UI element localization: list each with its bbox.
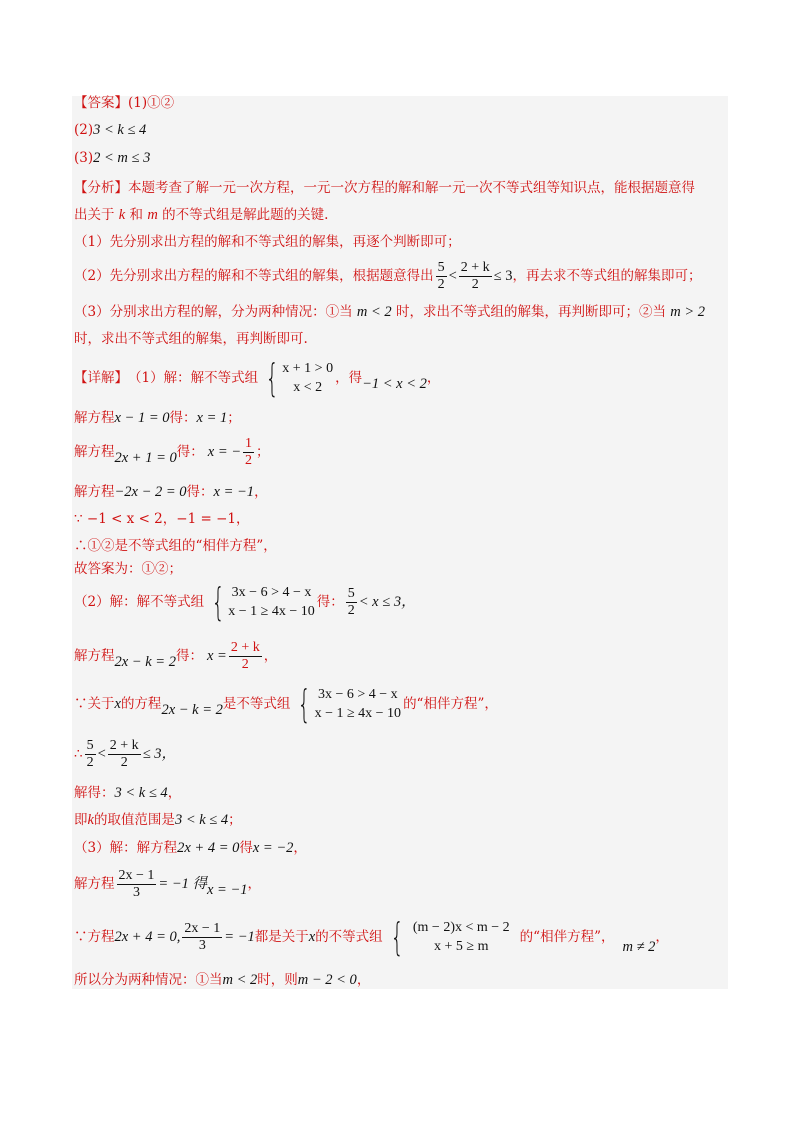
answer-part-1: (1)①②	[128, 95, 175, 111]
lt-sign-2: <	[97, 746, 106, 762]
eq-2-end: ；	[256, 444, 270, 460]
answer-part-3-math: 2 < m ≤ 3	[93, 150, 151, 166]
because-2d: 的“相伴方程”，	[403, 696, 498, 712]
detail-1a: （1）解：解不等式组	[128, 370, 259, 386]
cases-c: 时，则	[257, 972, 298, 988]
answer-part-3-num: (3)	[74, 150, 94, 166]
eq-2-label: 解方程	[74, 444, 115, 460]
detail-eq-6	[74, 864, 261, 904]
solve-2a: 解得：	[74, 785, 115, 801]
answer-part-2-math: 3 < k ≤ 4	[93, 122, 147, 138]
analysis-step-3	[74, 302, 705, 322]
detail-2-solution: < x ≤ 3，	[358, 594, 416, 610]
detail-1-solution: −1 < x < 2	[362, 376, 427, 392]
eq-3: −2x − 2 = 0	[114, 484, 187, 500]
eq-6-label: 解方程	[74, 876, 115, 892]
detail-2a: （2）解：解不等式组	[74, 594, 205, 610]
inequality-system-2: { 3x − 6 > 4 − x x − 1 ≥ 4x − 10	[211, 580, 315, 624]
detail-label: 【详解】	[74, 370, 128, 386]
var-x-1: x	[114, 696, 121, 712]
therefore-2-le: ≤ 3，	[142, 746, 177, 762]
eq-6-rhs: = −1 得	[158, 876, 207, 892]
analysis-step-3a: （3）分别求出方程的解，分为两种情况：①当	[74, 304, 353, 320]
eq-2: 2x + 1 = 0	[114, 450, 177, 466]
eq-6-solution: x = −1	[206, 882, 248, 898]
range-2a: 即	[74, 812, 88, 828]
analysis-cond-1: m < 2	[356, 304, 392, 320]
cases-end: ，	[356, 972, 371, 988]
eq-3-de: 得：	[186, 484, 214, 500]
eq-1-de: 得：	[169, 410, 197, 426]
detail-2b: 得：	[316, 594, 344, 610]
detail-eq-3	[74, 482, 268, 502]
detail-eq-1	[74, 408, 241, 428]
eq-4-label: 解方程	[74, 648, 115, 664]
range-2b: 的取值范围是	[93, 812, 175, 828]
because-2c: 是不等式组	[222, 696, 291, 712]
eq-4-end: ，	[263, 648, 278, 664]
frac-five-half-2: $\frac{5}{2}$	[347, 585, 355, 618]
analysis-step-2	[74, 258, 702, 294]
detail-1b: ，得	[335, 370, 363, 386]
detail-eq-2	[74, 434, 270, 470]
frac-two-plus-k-half-3: $\frac{2 + k}{2}$	[109, 737, 139, 770]
eq-5-end: ，	[293, 840, 307, 856]
detail-1d: ，	[426, 370, 441, 386]
detail-answer-1: 故答案为：①②；	[74, 561, 182, 577]
eq-2-solution: x = −	[207, 444, 242, 460]
eq-1-solution: x = 1	[196, 410, 228, 426]
detail-line-1	[74, 358, 440, 398]
because-3-cond: m ≠ 2	[622, 939, 656, 955]
eq-5: 2x + 4 = 0	[177, 840, 240, 856]
analysis-var-m: m	[147, 207, 158, 223]
detail-because-3	[74, 914, 669, 960]
detail-therefore-2	[74, 736, 176, 772]
cases-cond: m < 2	[222, 972, 258, 988]
frac-one-half: $\frac{1}{2}$	[245, 435, 253, 468]
eq-3-label: 解方程	[74, 484, 115, 500]
eq-1: x − 1 = 0	[114, 410, 170, 426]
eq-1-end: ；	[227, 410, 241, 426]
eq-6-end: ，	[247, 876, 261, 892]
because-3-end: ，	[655, 929, 669, 945]
detail-eq-4	[74, 638, 277, 674]
therefore-2a: ∴	[74, 746, 83, 762]
answer-line-3	[74, 148, 150, 168]
eq-3-solution: x = −1	[213, 484, 255, 500]
frac-2x-minus-1-third-2: $\frac{2x - 1}{3}$	[184, 920, 221, 953]
solve-2-end: ，	[167, 785, 182, 801]
eq-4-de: 得：	[175, 648, 203, 664]
because-2-eq: 2x − k = 2	[161, 702, 223, 718]
detail-3a: （3）解：解方程	[74, 840, 178, 856]
analysis-label: 【分析】	[74, 180, 128, 196]
detail-therefore-1: ∴①②是不等式组的“相伴方程”，	[74, 538, 277, 554]
solve-2-range: 3 < k ≤ 4	[114, 785, 168, 801]
detail-line-2	[74, 582, 416, 622]
range-2-end: ；	[228, 812, 242, 828]
frac-2x-minus-1-third: $\frac{2x - 1}{3}$	[118, 867, 155, 900]
eq-4-solution: x =	[206, 648, 227, 664]
frac-five-half-3: $\frac{5}{2}$	[86, 737, 94, 770]
because-3e: 的“相伴方程”，	[519, 929, 615, 945]
analysis-var-k: k	[118, 207, 126, 223]
answer-line-1	[74, 93, 174, 113]
frac-two-plus-k-half: $\frac{2 + k}{2}$	[460, 259, 490, 292]
inequality-system-1: { x + 1 > 0 x < 2	[265, 356, 334, 400]
eq-3-end: ，	[254, 484, 268, 500]
because-3a: ∵方程	[74, 929, 115, 945]
eq-1-label: 解方程	[74, 410, 115, 426]
analysis-step-2b: ，再去求不等式组的解集即可；	[512, 268, 702, 284]
because-2a: ∵关于	[74, 696, 115, 712]
analysis-text-1: 本题考查了解一元一次方程，一元一次方程的解和解一元一次不等式组等知识点，能根据题意得	[128, 180, 695, 196]
analysis-step-3b: 时，求出不等式组的解集，再判断即可；②当	[395, 304, 666, 320]
analysis-step-1: （1）先分别求出方程的解和不等式组的解集，再逐个判断即可；	[74, 234, 461, 250]
because-2b: 的方程	[120, 696, 162, 712]
inequality-system-3: { 3x − 6 > 4 − x x − 1 ≥ 4x − 10	[297, 682, 402, 726]
analysis-text-2a: 出关于	[74, 207, 115, 223]
because-3-eq: 2x + 4 = 0,	[114, 929, 181, 945]
range-2-value: 3 < k ≤ 4	[174, 812, 229, 828]
frac-five-half: $\frac{5}{2}$	[437, 259, 445, 292]
detail-range-2	[74, 810, 242, 830]
detail-because-1: ∵ −1 < x < 2，−1 = −1，	[74, 511, 250, 527]
analysis-text-2c: 的不等式组是解此题的关键.	[162, 207, 329, 223]
var-x-2: x	[308, 929, 316, 945]
because-3d: 的不等式组	[315, 929, 383, 945]
eq-5-de: 得	[239, 840, 253, 856]
analysis-step-4: 时，求出不等式组的解集，再判断即可.	[74, 331, 308, 347]
frac-two-plus-k-half-2: $\frac{2 + k}{2}$	[230, 639, 260, 672]
analysis-line-2	[74, 205, 328, 225]
answer-label: 【答案】	[74, 95, 128, 111]
eq-5-solution: x = −2	[252, 840, 294, 856]
because-3c: 都是关于	[254, 929, 309, 945]
analysis-step-2a: （2）先分别求出方程的解和不等式组的解集，根据题意得出	[74, 268, 434, 284]
because-3-rhs: = −1	[224, 929, 255, 945]
answer-line-2	[74, 120, 146, 140]
answer-part-2-num: (2)	[74, 122, 94, 138]
inequality-system-4: { (m − 2)x < m − 2 x + 5 ≥ m	[390, 915, 510, 959]
le-three: ≤ 3	[493, 268, 513, 284]
detail-because-2	[74, 684, 498, 724]
detail-solve-2	[74, 783, 181, 803]
range-var-k: k	[87, 812, 94, 828]
cases-a: 所以分为两种情况：①当	[74, 972, 223, 988]
lt-sign: <	[448, 268, 457, 284]
detail-cases	[74, 970, 370, 990]
analysis-line-1	[74, 178, 695, 198]
cases-ineq: m − 2 < 0	[297, 972, 357, 988]
analysis-text-2b: 和	[129, 207, 144, 223]
eq-2-de: 得：	[176, 444, 204, 460]
eq-4: 2x − k = 2	[114, 654, 176, 670]
detail-line-3	[74, 838, 307, 858]
analysis-cond-2: m > 2	[670, 304, 706, 320]
